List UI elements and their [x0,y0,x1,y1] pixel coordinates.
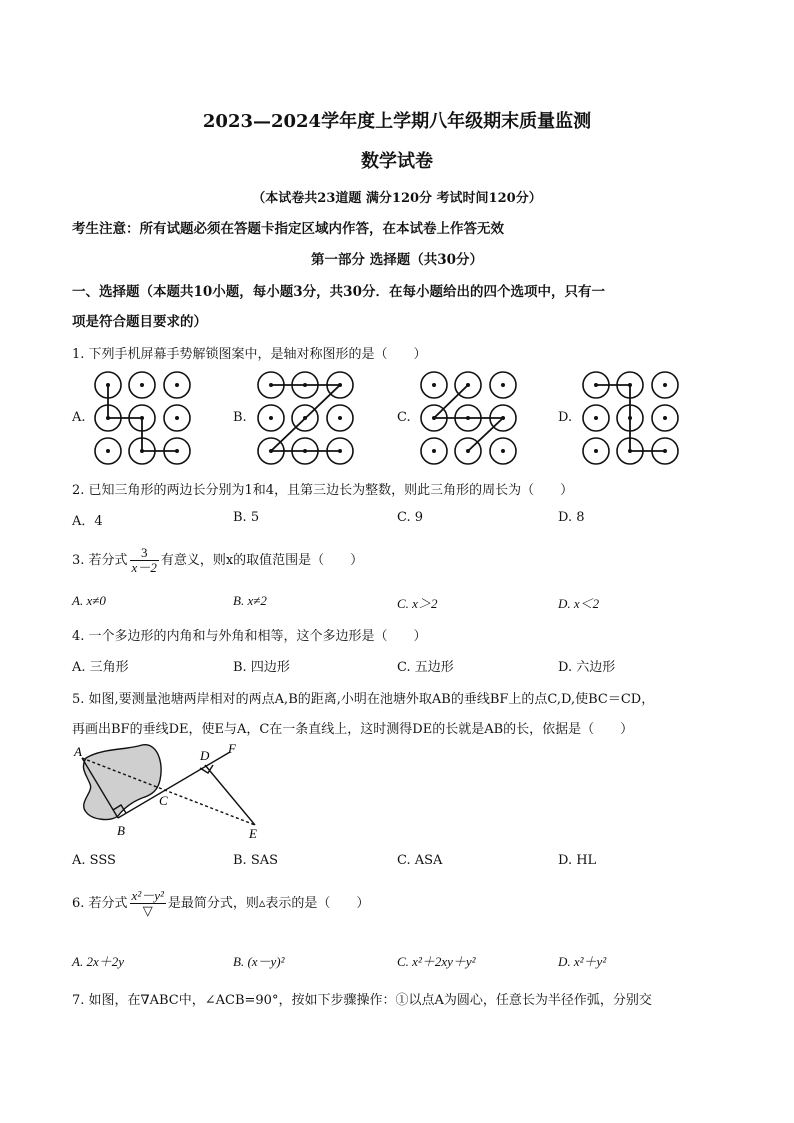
label-f: F [228,741,236,756]
q5-option-a: A. SSS [72,853,116,868]
q1-stem: 1. 下列手机屏幕手势解锁图案中，是轴对称图形的是（ ） [72,347,427,362]
unlock-pattern-a [90,368,200,468]
q3-stem [72,546,363,575]
exam-title: 2023—2024学年度上学期八年级期末质量监测 [202,111,592,132]
q3-stem-pre: 3. 若分式 [72,553,128,568]
q6-option-b: B. (x－y)² [233,954,285,969]
segment-de [205,765,255,825]
q1-option-b: B. [233,410,247,425]
q3-denominator: x－2 [131,560,157,575]
q6-stem-post: 是最简分式，则▵表示的是（ ） [167,896,370,911]
q6-denominator: ▽ [142,903,153,918]
q3-stem-post: 有意义，则x的取值范围是（ ） [160,553,364,568]
q4-stem: 4. 一个多边形的内角和与外角和相等，这个多边形是（ ） [72,629,427,644]
q2-option-d: D. 8 [558,510,585,525]
q2-option-b: B. 5 [233,510,260,525]
label-c: C [159,793,168,808]
unlock-pattern-d [578,368,688,468]
q3-fraction [130,546,159,575]
q3-option-d: D. x＜2 [558,596,600,611]
q2-option-a: A．4 [72,514,103,529]
label-a: A [74,744,82,759]
q5-stem-line1: 5. 如图,要测量池塘两岸相对的两点A,B的距离,小明在池塘外取AB的垂线BF上的点C,D,使BC＝CD， [72,692,655,707]
q2-stem: 2. 已知三角形的两边长分别为1和4，且第三边长为整数，则此三角形的周长为（ ） [72,483,574,498]
q6-numerator: x²－y² [131,888,164,903]
q3-option-a: A. x≠0 [72,593,106,608]
q1-option-c: C. [397,410,411,425]
q4-option-a: A. 三角形 [72,660,129,675]
label-b: B [117,823,125,838]
part-heading: 第一部分 选择题（共30分） [311,252,483,268]
q4-option-c: C. 五边形 [397,660,454,675]
label-e: E [249,826,257,841]
q3-option-c: C. x＞2 [397,596,438,611]
q5-option-d: D. HL [558,853,597,868]
q6-option-a: A. 2x＋2y [72,954,124,969]
section-heading-line2: 项是符合题目要求的） [72,314,207,330]
q6-fraction [130,889,166,918]
q4-option-b: B. 四边形 [233,660,290,675]
pond-measurement-figure [72,740,272,845]
q6-option-d: D. x²＋y² [558,954,607,969]
q3-numerator: 3 [130,546,159,561]
q6-option-c: C. x²＋2xy＋y² [397,954,476,969]
q1-option-a: A. [72,410,86,425]
q5-option-b: B. SAS [233,853,279,868]
label-d: D [200,748,210,763]
unlock-pattern-c [416,368,526,468]
unlock-pattern-b [253,368,363,468]
q1-option-d: D. [558,410,573,425]
q5-option-c: C. ASA [397,853,443,868]
section-heading-line1: 一、选择题（本题共10小题，每小题3分，共30分．在每小题给出的四个选项中，只有一 [72,284,605,300]
q2-option-c: C. 9 [397,510,424,525]
q6-stem-pre: 6. 若分式 [72,896,128,911]
exam-notice: 考生注意：所有试题必须在答题卡指定区域内作答，在本试卷上作答无效 [72,221,504,237]
exam-subtitle: 数学试卷 [361,151,433,172]
q7-stem: 7. 如图，在∇ABC中，∠ACB=90°，按如下步骤操作：①以点A为圆心，任意长为半径作弧，分别交 [72,993,652,1008]
q6-stem [72,889,369,918]
q5-stem-line2: 再画出BF的垂线DE，使E与A，C在一条直线上，这时测得DE的长就是AB的长，依据是（ ） [72,722,634,737]
exam-info: （本试卷共23道题 满分120分 考试时间120分） [252,191,542,206]
q3-option-b: B. x≠2 [233,593,267,608]
q4-option-d: D. 六边形 [558,660,616,675]
